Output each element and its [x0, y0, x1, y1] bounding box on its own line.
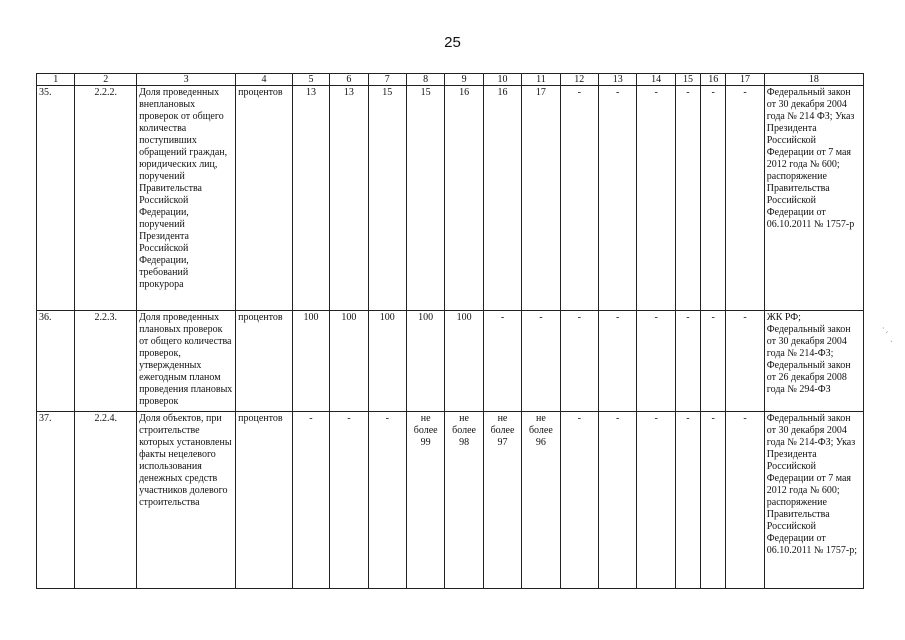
header-row: [37, 74, 864, 86]
item-code: 2.2.4.: [75, 412, 137, 589]
col-header: 3: [137, 74, 236, 86]
col-header: 12: [560, 74, 598, 86]
col-header: 1: [37, 74, 75, 86]
col-header: 7: [368, 74, 406, 86]
value-cell: -: [560, 311, 598, 412]
legal-basis: Федеральный закон от 30 декабря 2004 года № 214-ФЗ; Указ Президента Российской Федерации от 7 мая 2012 года № 600; распоряжение Правительства Российской Федерации от 06.10.2011 № 1757-р;: [764, 412, 863, 589]
table-row: [37, 311, 864, 412]
col-header: 2: [75, 74, 137, 86]
col-header: 8: [406, 74, 444, 86]
legal-basis: ЖК РФ; Федеральный закон от 30 декабря 2004 года № 214-ФЗ; Федеральный закон от 26 декабря 2008 года № 294-ФЗ: [764, 311, 863, 412]
indicator-name: Доля проведенных плановых проверок от общего количества проверок, утвержденных ежегодным планом проведения плановых проверок: [137, 311, 236, 412]
row-number: 36.: [37, 311, 75, 412]
col-header: 9: [445, 74, 483, 86]
col-header: 15: [675, 74, 700, 86]
value-cell: -: [292, 412, 329, 589]
table-row: [37, 86, 864, 311]
value-cell: -: [675, 412, 700, 589]
value-cell: -: [726, 412, 764, 589]
col-header: 17: [726, 74, 764, 86]
value-cell: -: [726, 311, 764, 412]
value-cell: -: [637, 412, 675, 589]
value-cell: -: [701, 86, 726, 311]
value-cell: 100: [445, 311, 483, 412]
col-header: 6: [330, 74, 368, 86]
col-header: 13: [599, 74, 637, 86]
value-cell: -: [675, 86, 700, 311]
col-header: 14: [637, 74, 675, 86]
col-header: 11: [522, 74, 560, 86]
legal-basis: Федеральный закон от 30 декабря 2004 года № 214 ФЗ; Указ Президента Российской Федерации от 7 мая 2012 года № 600; распоряжение Правительства Российской Федерации от 06.10.2011 № 1757-р: [764, 86, 863, 311]
value-cell: не более 99: [406, 412, 444, 589]
value-cell: -: [560, 412, 598, 589]
value-cell: 13: [330, 86, 368, 311]
table-row: [37, 412, 864, 589]
unit: процентов: [236, 412, 293, 589]
value-cell: -: [675, 311, 700, 412]
col-header: 4: [236, 74, 293, 86]
value-cell: 17: [522, 86, 560, 311]
item-code: 2.2.2.: [75, 86, 137, 311]
col-header: 16: [701, 74, 726, 86]
value-cell: 100: [330, 311, 368, 412]
value-cell: не более 98: [445, 412, 483, 589]
value-cell: не более 96: [522, 412, 560, 589]
value-cell: -: [522, 311, 560, 412]
value-cell: -: [599, 412, 637, 589]
indicators-table: [36, 73, 864, 589]
value-cell: 15: [406, 86, 444, 311]
value-cell: 100: [406, 311, 444, 412]
row-number: 35.: [37, 86, 75, 311]
value-cell: -: [726, 86, 764, 311]
page-number: 25: [444, 34, 461, 51]
indicator-name: Доля объектов, при строительстве которых установлены факты нецелевого использования денежных средств участников долевого строительства: [137, 412, 236, 589]
unit: процентов: [236, 86, 293, 311]
value-cell: -: [637, 86, 675, 311]
value-cell: 16: [483, 86, 521, 311]
col-header: 10: [483, 74, 521, 86]
scan-speck: ·ˏ: [882, 324, 889, 333]
value-cell: -: [599, 86, 637, 311]
value-cell: -: [637, 311, 675, 412]
value-cell: -: [483, 311, 521, 412]
value-cell: 100: [368, 311, 406, 412]
row-number: 37.: [37, 412, 75, 589]
unit: процентов: [236, 311, 293, 412]
value-cell: -: [368, 412, 406, 589]
indicator-name: Доля проведенных внеплановых проверок от общего количества поступивших обращений граждан, юридических лиц, поручений Правительства Российской Федерации, поручений Президента Российской Федерации, требований прокурора: [137, 86, 236, 311]
value-cell: 13: [292, 86, 329, 311]
col-header: 5: [292, 74, 329, 86]
value-cell: 16: [445, 86, 483, 311]
value-cell: -: [560, 86, 598, 311]
scan-speck: ˴: [890, 336, 893, 345]
value-cell: -: [701, 412, 726, 589]
value-cell: -: [330, 412, 368, 589]
value-cell: 15: [368, 86, 406, 311]
value-cell: -: [701, 311, 726, 412]
item-code: 2.2.3.: [75, 311, 137, 412]
value-cell: -: [599, 311, 637, 412]
col-header: 18: [764, 74, 863, 86]
value-cell: не более 97: [483, 412, 521, 589]
value-cell: 100: [292, 311, 329, 412]
